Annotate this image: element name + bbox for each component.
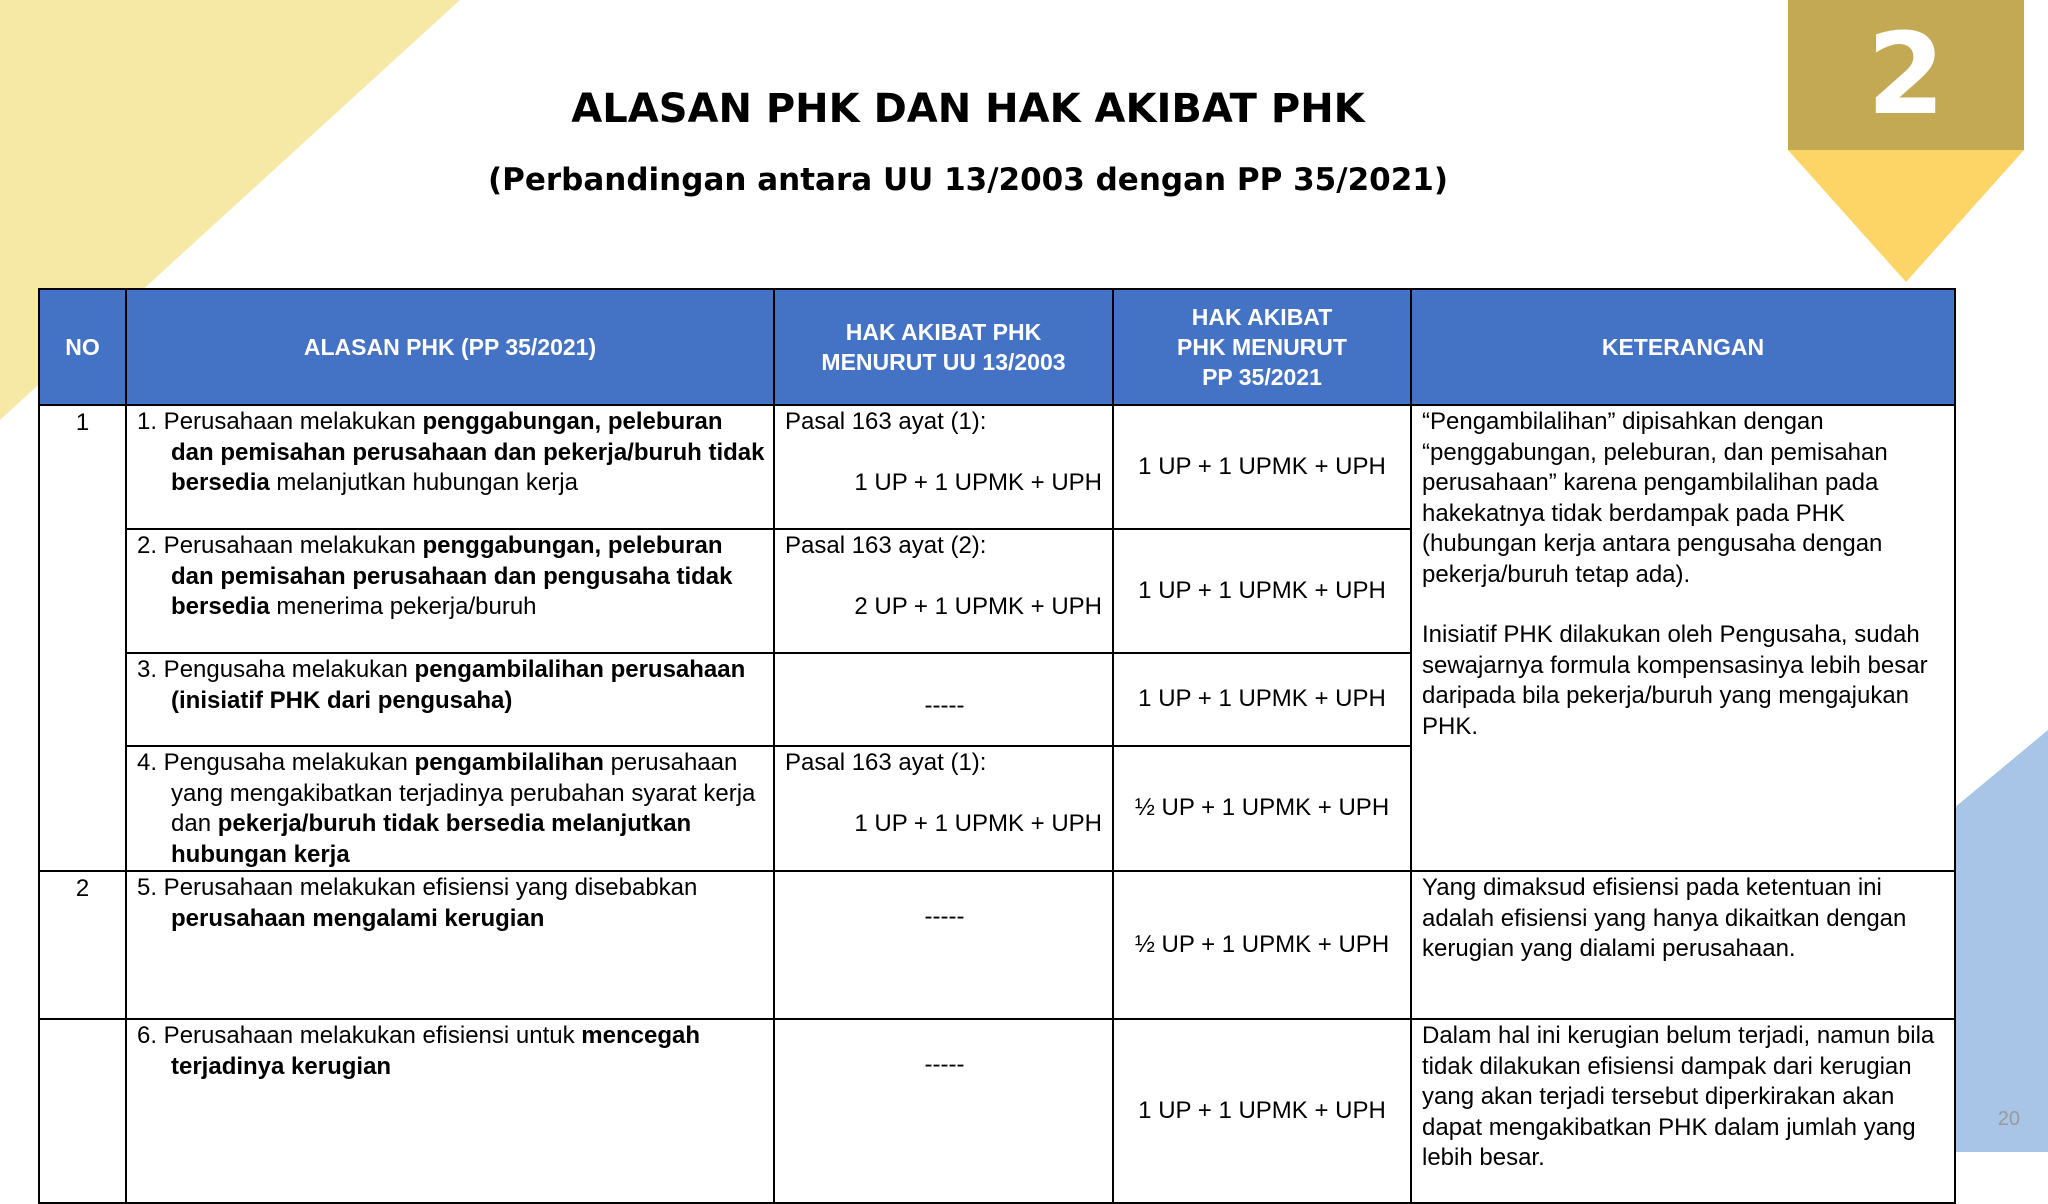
- uu-value: 1 UP + 1 UPMK + UPH: [854, 809, 1102, 837]
- reason-text: [137, 873, 765, 934]
- reason-segment: melanjutkan hubungan kerja: [269, 469, 578, 496]
- reason-segment: 6. Perusahaan melakukan efisiensi untuk: [137, 1022, 582, 1049]
- reason-segment: 3. Pengusaha melakukan: [137, 656, 415, 683]
- cell-reason: [126, 1019, 774, 1203]
- reason-text: [137, 531, 765, 623]
- cell-keterangan: Yang dimaksud efisiensi pada ketentuan ini adalah efisiensi yang hanya dikaitkan dengan kerugian yang dialami perusahaan.: [1411, 871, 1955, 1019]
- reason-segment: 5. Perusahaan melakukan efisiensi yang disebabkan: [137, 874, 698, 901]
- cell-no: [39, 1019, 126, 1203]
- reason-bold-segment: penggabungan, peleburan dan pemisahan perusahaan dan pengusaha tidak bersedia: [171, 532, 733, 620]
- reason-text: [137, 748, 765, 870]
- cell-no: 2: [39, 871, 126, 1019]
- cell-uu: -----: [774, 653, 1113, 746]
- page-subtitle: (Perbandingan antara UU 13/2003 dengan PP 35/2021): [487, 162, 1449, 198]
- cell-reason: [126, 746, 774, 871]
- section-number-badge: 2: [1788, 0, 2024, 150]
- cell-reason: [126, 529, 774, 653]
- reason-bold-segment: pengambilalihan: [414, 749, 604, 776]
- cell-pp: 1 UP + 1 UPMK + UPH: [1113, 1019, 1411, 1203]
- table-row: [39, 871, 1955, 1019]
- cell-pp: 1 UP + 1 UPMK + UPH: [1113, 653, 1411, 746]
- uu-pasal: Pasal 163 ayat (1):: [785, 408, 987, 435]
- reason-text: [137, 1021, 765, 1082]
- header-uu-line1: HAK AKIBAT PHK: [845, 319, 1042, 345]
- header-pp-line2: PHK MENURUT: [1177, 334, 1347, 360]
- cell-reason: [126, 871, 774, 1019]
- uu-pasal: Pasal 163 ayat (1):: [785, 749, 987, 776]
- cell-pp: ½ UP + 1 UPMK + UPH: [1113, 871, 1411, 1019]
- reason-bold-segment: mencegah terjadinya kerugian: [171, 1022, 700, 1080]
- cell-uu: [774, 746, 1113, 871]
- reason-text: [137, 655, 765, 716]
- keterangan-paragraph: “Pengambilalihan” dipisahkan dengan “penggabungan, peleburan, dan pemisahan perusahaan” karena pengambilalihan pada hakekatnya tidak berdampak pada PHK (hubungan kerja antara pengusaha dengan pekerja/buruh tetap ada).: [1422, 408, 1888, 588]
- uu-value: 1 UP + 1 UPMK + UPH: [854, 468, 1102, 496]
- table-row: [39, 1019, 1955, 1203]
- reason-segment: menerima pekerja/buruh: [269, 593, 537, 620]
- cell-uu: [774, 529, 1113, 653]
- cell-reason: [126, 405, 774, 529]
- cell-reason: [126, 653, 774, 746]
- page-number: 20: [1997, 1108, 2020, 1130]
- keterangan-paragraph: Inisiatif PHK dilakukan oleh Pengusaha, sudah sewajarnya formula kompensasinya lebih besar daripada bila pekerja/buruh yang mengajukan PHK.: [1422, 621, 1928, 740]
- cell-pp: 1 UP + 1 UPMK + UPH: [1113, 529, 1411, 653]
- comparison-table: [38, 288, 1956, 1204]
- reason-segment: 1. Perusahaan melakukan: [137, 408, 423, 435]
- cell-uu: [774, 405, 1113, 529]
- header-pp-line3: PP 35/2021: [1202, 364, 1322, 390]
- reason-bold-segment: pengambilalihan perusahaan (inisiatif PHK dari pengusaha): [171, 656, 746, 714]
- header-keterangan: KETERANGAN: [1411, 289, 1955, 405]
- reason-bold-segment: pekerja/buruh tidak bersedia melanjutkan hubungan kerja: [171, 810, 692, 868]
- cell-pp: 1 UP + 1 UPMK + UPH: [1113, 405, 1411, 529]
- page-title: ALASAN PHK DAN HAK AKIBAT PHK: [571, 86, 1365, 132]
- reason-segment: 4. Pengusaha melakukan: [137, 749, 415, 776]
- reason-bold-segment: perusahaan mengalami kerugian: [171, 904, 545, 932]
- reason-bold-segment: penggabungan, peleburan dan pemisahan perusahaan dan pekerja/buruh tidak bersedia: [171, 408, 765, 496]
- header-pp-line1: HAK AKIBAT: [1191, 304, 1333, 330]
- cell-no: 1: [39, 405, 126, 871]
- uu-pasal: Pasal 163 ayat (2):: [785, 532, 987, 559]
- cell-keterangan: [1411, 405, 1955, 871]
- table-row: [39, 405, 1955, 529]
- cell-keterangan: Dalam hal ini kerugian belum terjadi, namun bila tidak dilakukan efisiensi dampak dari kerugian yang akan terjadi tersebut diperkirakan akan dapat mengakibatkan PHK dalam jumlah yang lebih besar.: [1411, 1019, 1955, 1203]
- cell-uu: -----: [774, 1019, 1113, 1203]
- reason-segment: 2. Perusahaan melakukan: [137, 532, 423, 559]
- uu-value: 2 UP + 1 UPMK + UPH: [854, 592, 1102, 620]
- header-no: NO: [39, 289, 126, 405]
- reason-segment: perusahaan yang mengakibatkan terjadinya perubahan syarat kerja dan: [171, 749, 756, 837]
- header-pp: [1113, 289, 1411, 405]
- cell-pp: ½ UP + 1 UPMK + UPH: [1113, 746, 1411, 871]
- header-uu: [774, 289, 1113, 405]
- reason-text: [137, 407, 765, 499]
- header-alasan: ALASAN PHK (PP 35/2021): [126, 289, 774, 405]
- cell-uu: -----: [774, 871, 1113, 1019]
- header-uu-line2: MENURUT UU 13/2003: [821, 349, 1066, 375]
- table-header-row: [39, 289, 1955, 405]
